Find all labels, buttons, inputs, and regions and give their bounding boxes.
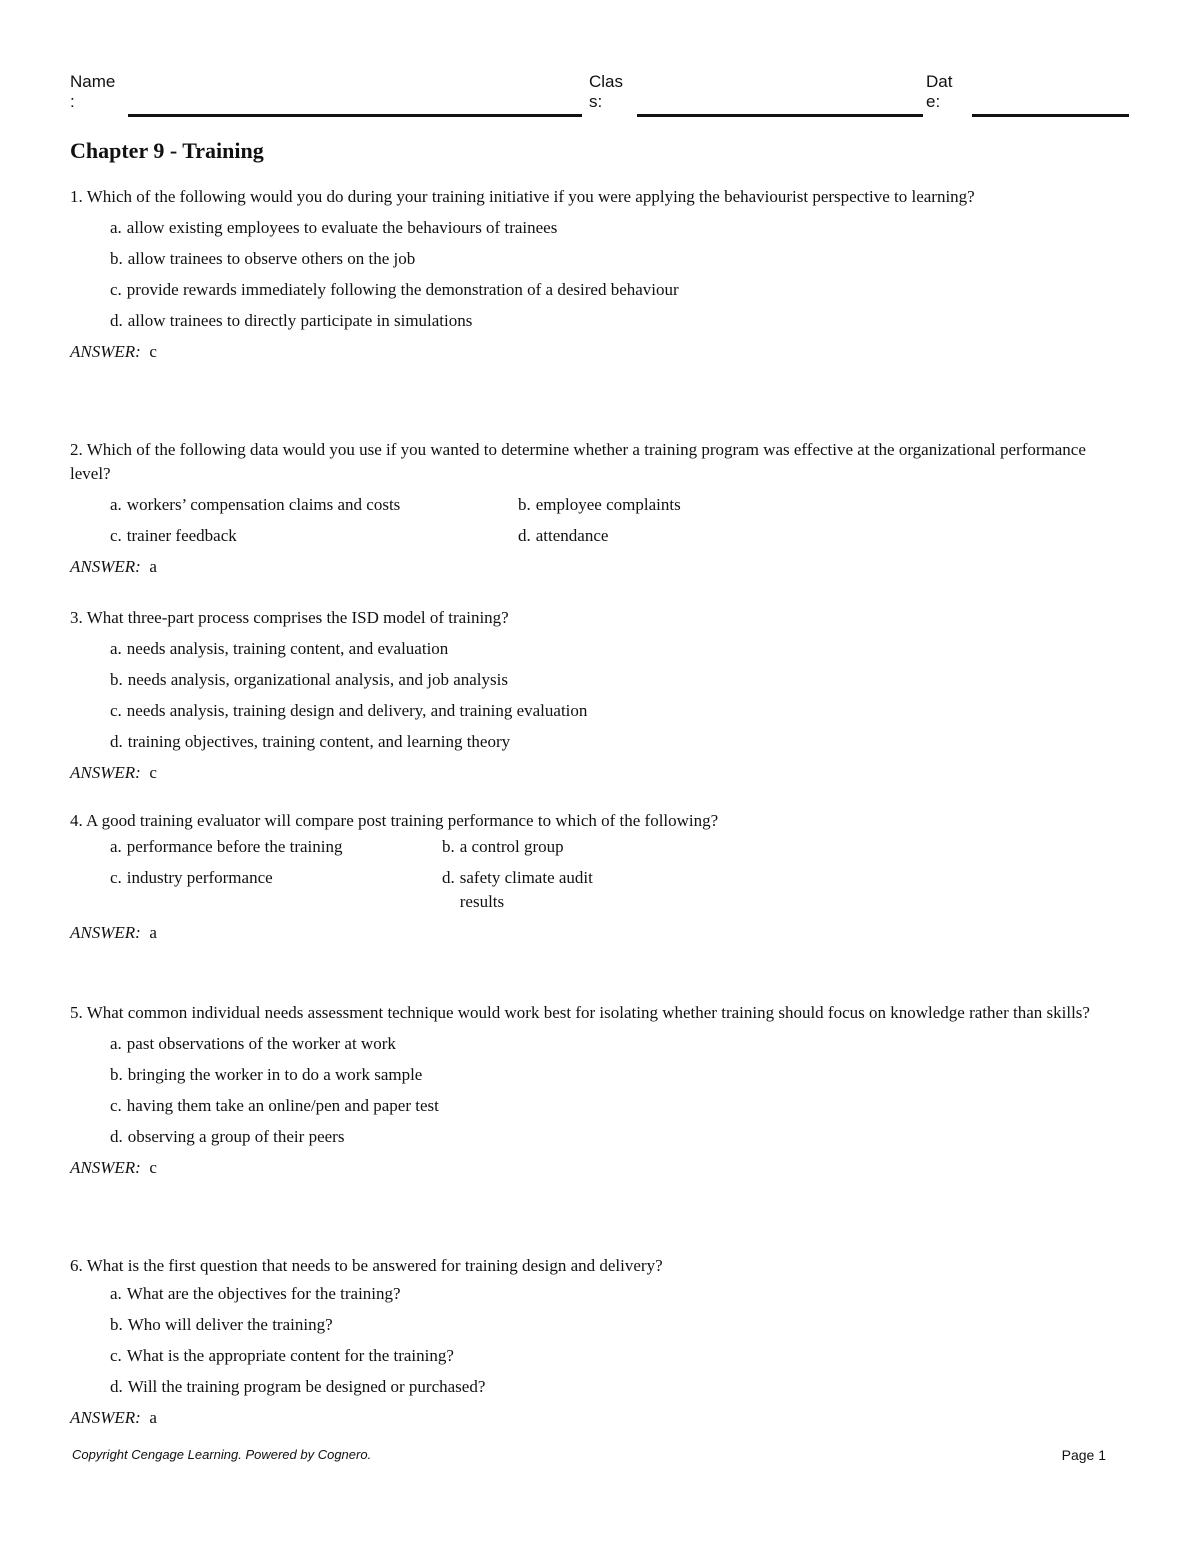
question-stem: 4. A good training evaluator will compare post training performance to which of the following? [70,811,719,830]
option-b: b. allow trainees to observe others on the job [110,249,416,268]
question-6 [70,1254,1130,1430]
option-d: d. safety climate audit results [442,868,593,911]
question-1 [70,185,1130,364]
options-list [110,1282,1130,1399]
option-a: a. What are the objectives for the training? [110,1284,401,1303]
question-stem: 3. What three-part process comprises the ISD model of training? [70,608,509,627]
options-list [110,1032,1130,1149]
option-a: a. allow existing employees to evaluate the behaviours of trainees [110,218,558,237]
option-c: c. trainer feedback [110,526,237,545]
option-b: b. employee complaints [518,495,681,514]
option-d: d. allow trainees to directly participate in simulations [110,311,473,330]
option-d: d. observing a group of their peers [110,1127,345,1146]
answer: ANSWER: c [70,763,157,782]
answer: ANSWER: a [70,923,157,942]
question-stem: 5. What common individual needs assessment technique would work best for isolating whether training should focus on knowledge rather than skills? [70,1003,1090,1022]
class-field[interactable] [637,114,923,117]
class-label: Clas s: [589,72,624,111]
page-title: Chapter 9 - Training [70,138,264,163]
options-list [110,486,1130,548]
option-a: a. past observations of the worker at work [110,1034,396,1053]
option-a: a. performance before the training [110,837,343,856]
options-list [110,216,1130,333]
options-list [110,828,1130,914]
option-a: a. needs analysis, training content, and evaluation [110,639,449,658]
option-b: b. needs analysis, organizational analysis, and job analysis [110,670,508,689]
answer: ANSWER: c [70,1158,157,1177]
question-5 [70,1001,1130,1180]
page-number: Page 1 [1061,1447,1106,1463]
option-c: c. needs analysis, training design and delivery, and training evaluation [110,701,588,720]
option-c: c. having them take an online/pen and paper test [110,1096,439,1115]
answer: ANSWER: c [70,342,157,361]
option-b: b. a control group [442,837,564,856]
option-d: d. training objectives, training content, and learning theory [110,732,511,751]
answer: ANSWER: a [70,1408,157,1427]
copyright-notice: Copyright Cengage Learning. Powered by Cognero. [72,1447,372,1462]
option-d: d. Will the training program be designed or purchased? [110,1377,486,1396]
question-2 [70,438,1130,579]
question-stem: 1. Which of the following would you do during your training initiative if you were applying the behaviourist perspective to learning? [70,187,975,206]
option-b: b. bringing the worker in to do a work sample [110,1065,423,1084]
question-stem: 6. What is the first question that needs to be answered for training design and delivery? [70,1256,663,1275]
question-3 [70,606,1130,785]
option-a: a. workers’ compensation claims and costs [110,495,401,514]
option-c: c. industry performance [110,868,273,887]
date-label: Dat e: [926,72,953,111]
name-field[interactable] [128,114,582,117]
date-field[interactable] [972,114,1129,117]
option-d: d. attendance [518,526,609,545]
question-stem: 2. Which of the following data would you use if you wanted to determine whether a training program was effective at the organizational performance level? [70,440,1086,483]
option-c: c. What is the appropriate content for the training? [110,1346,454,1365]
option-b: b. Who will deliver the training? [110,1315,333,1334]
option-c: c. provide rewards immediately following the demonstration of a desired behaviour [110,280,679,299]
options-list [110,637,1130,754]
answer: ANSWER: a [70,557,157,576]
question-4 [70,809,1130,945]
name-label: Name : [70,72,116,111]
